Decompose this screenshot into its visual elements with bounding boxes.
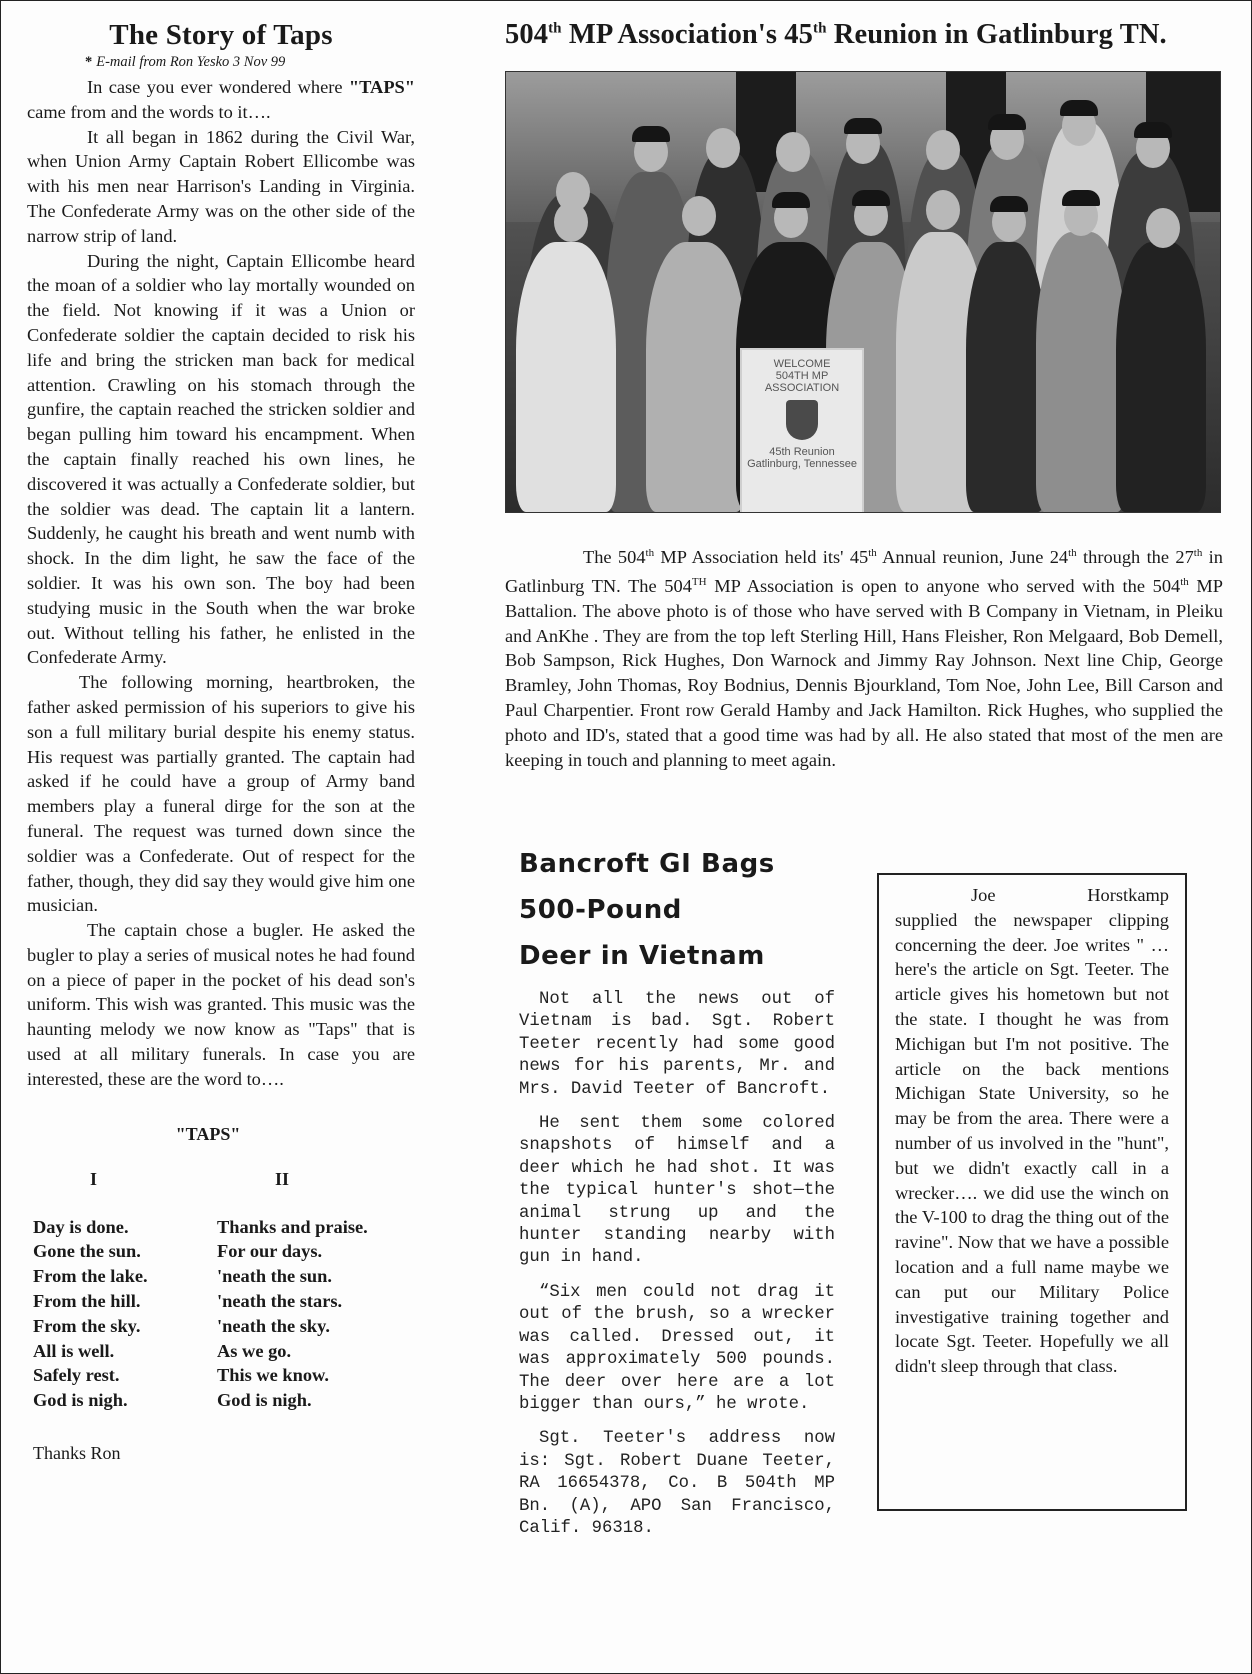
story-paragraph-2: It all began in 1862 during the Civil War, when Union Army Captain Robert Ellicombe was with his men near Harrison's Landing in Virginia. The Confederate Army was on the other side of the narrow strip of land. (27, 126, 415, 246)
clipping-headline-3: Deer in Vietnam (519, 941, 765, 971)
verse-line: As we go. (217, 1340, 292, 1361)
verse-2-label: II (275, 1168, 290, 1189)
verse-line: God is nigh. (33, 1390, 128, 1411)
thanks-signoff: Thanks Ron (33, 1442, 121, 1463)
welcome-sign (740, 348, 864, 513)
clipping-paragraph: “Six men could not drag it out of the brush, so a wrecker was called. Dressed out, it was approximately 500 pounds. The deer over here are a lot bigger than ours,” he wrote. (519, 1282, 835, 1414)
story-paragraph-1 (27, 75, 415, 125)
verse-headers (27, 1169, 415, 1195)
photo-head (776, 132, 810, 172)
caption-part: The 504 (583, 547, 646, 568)
caption-part: in Gatlinburg TN. The 504 (505, 547, 1223, 597)
p1-post: came from and the words to it…. (27, 101, 271, 122)
clipping-headline-2: 500-Pound (519, 895, 683, 925)
clipping-paragraph: He sent them some colored snapshots of himself and a deer which he had shot. It was the typical hunter's shot—the animal strung up and the hunter standing nearby with gun in hand. (519, 1114, 835, 1268)
caption-sup: th (868, 547, 877, 559)
verse-line: From the sky. (33, 1315, 141, 1336)
reunion-caption (505, 541, 1223, 772)
caption-sup: TH (691, 575, 707, 588)
byline-star: * (85, 54, 93, 70)
p1-pre: In case you ever wondered where (87, 77, 343, 97)
reunion-title (505, 19, 1223, 51)
verse-line: This we know. (217, 1365, 329, 1386)
story-title: The Story of Taps (109, 19, 333, 51)
byline (85, 54, 415, 71)
photo-head (554, 202, 588, 242)
sign-line: 45th Reunion (769, 446, 835, 458)
photo-person (646, 242, 746, 512)
note-text: supplied the newspaper clipping concerning the deer. Joe writes " …here's the article on Sgt. Teeter. The article gives his hometown but not the state. I thought he was from Michigan but I'm not positive. The article on the back mentions Michigan State University, so he may be from the area. There were a number of us involved in the "hunt", but we didn't exactly call in a wrecker…. we did use the winch on the V-100 to drag the thing out of the ravine". Now that we have a possible location and a full name maybe we can put our Military Police investigative training together and locate Sgt. Teeter. Hopefully we all didn't sleep through that class. (895, 909, 1169, 1377)
photo-head (682, 196, 716, 236)
photo-person (966, 242, 1046, 512)
verse-line: 'neath the stars. (217, 1291, 343, 1312)
verse-1-label: I (90, 1168, 98, 1189)
horstkamp-note-box (877, 873, 1187, 1511)
caption-sup: th (645, 547, 655, 559)
note-first-line (895, 883, 1169, 908)
photo-cap (1060, 100, 1098, 116)
sign-line: WELCOME (773, 358, 831, 370)
photo-person (1036, 232, 1126, 512)
photo-cap (988, 114, 1026, 130)
photo-head (926, 130, 960, 170)
verse-line: Gone the sun. (33, 1241, 141, 1262)
verse-line: From the lake. (33, 1266, 148, 1287)
story-paragraph-5: The captain chose a bugler. He asked the bugler to play a series of musical notes he had found on a piece of paper in the pocket of his dead son's uniform. This wish was granted. This music was the haunting melody we now know as "Taps" that is used at all military funerals. In case you are interested, these are the word to…. (27, 920, 415, 1089)
title-part: MP Association's 45 (561, 19, 813, 50)
clipping-headline-1: Bancroft GI Bags (519, 849, 775, 879)
title-sup: th (548, 20, 562, 37)
verse-1 (33, 1215, 203, 1413)
verse-line: Safely rest. (33, 1365, 120, 1386)
verse-line: God is nigh. (217, 1390, 312, 1411)
note-word: Horstkamp (1087, 885, 1169, 905)
photo-cap (772, 192, 810, 208)
story-paragraph-4: The following morning, heartbroken, the father asked permission of his superiors to give his son a full military burial despite his enemy status. His request was partially granted. The captain had asked if he could have a group of Army band members play a funeral dirge for the son at the funeral. The request was turned down since the soldier was a Confederate. Out of respect for the father, though, they did say they would give him one musician. (27, 672, 415, 916)
sign-line: 504TH MP ASSOCIATION (764, 370, 840, 394)
verse-line: 'neath the sky. (217, 1315, 330, 1336)
sign-line: Gatlinburg, Tennessee (747, 458, 857, 470)
photo-cap (852, 190, 890, 206)
unit-shield-icon (786, 400, 818, 440)
reunion-column (505, 19, 1223, 772)
photo-head (1146, 208, 1180, 248)
photo-person (516, 242, 616, 512)
p1-taps: "TAPS" (348, 77, 415, 97)
caption-part: MP Battalion. The above photo is of those who have served with B Company in Vietnam, in Pleiku and AnKhe . They are from the top left Sterling Hill, Hans Fleisher, Ron Melgaard, Bob Demell, Bob Sampson, Rick Hughes, Don Warnock and Jimmy Ray Johnson. Next line Chip, George Bramley, John Thomas, Roy Bodnius, Dennis Bjourkland, Tom Noe, John Lee, Bill Carson and Paul Charpentier. Front row Gerald Hamby and Jack Hamilton. Rick Hughes, who supplied the photo and ID's, stated that a good time was had by all. He also stated that most of the men are keeping in touch and planning to meet again. (505, 576, 1224, 770)
caption-part: through the 27 (1076, 547, 1194, 568)
title-sup: th (813, 20, 827, 37)
story-of-taps-column (27, 19, 415, 1464)
photo-cap (844, 118, 882, 134)
photo-head (706, 128, 740, 168)
photo-head (926, 190, 960, 230)
verse-2 (217, 1215, 417, 1413)
caption-sup: th (1180, 575, 1189, 588)
newspaper-clipping (519, 841, 835, 1552)
title-part: Reunion in Gatlinburg TN. (826, 19, 1167, 50)
caption-part: Annual reunion, June 24 (876, 547, 1069, 568)
verse-line: Thanks and praise. (217, 1216, 368, 1237)
photo-person (1116, 242, 1206, 512)
taps-poem-title: "TAPS" (175, 1123, 241, 1144)
taps-verses (27, 1215, 415, 1415)
verse-line: All is well. (33, 1340, 115, 1361)
photo-cap (1134, 122, 1172, 138)
reunion-group-photo (505, 71, 1221, 513)
photo-cap (632, 126, 670, 142)
clipping-body (519, 989, 835, 1540)
caption-sup: th (1068, 547, 1077, 559)
photo-cap (990, 196, 1028, 212)
verse-line: Day is done. (33, 1216, 129, 1237)
story-paragraph-3: During the night, Captain Ellicombe heard the moan of a soldier who lay mortally wounded on the field. Not knowing if it was a Union or Confederate soldier the captain decided to risk his life and bring the stricken man back for medical attention. Crawling on his stomach through the gunfire, the captain reached the stricken soldier and began pulling him toward his encampment. When the captain finally reached his own lines, he discovered it was actually a Confederate soldier, but the soldier was dead. The captain lit a lantern. Suddenly, he caught his breath and went numb with shock. In the dim light, he saw the face of the soldier. It was his own son. The boy had been studying music in the South when the war broke out. Without telling his father, he enlisted in the Confederate Army. (27, 250, 415, 668)
title-part: 504 (505, 19, 549, 50)
verse-line: From the hill. (33, 1291, 141, 1312)
caption-part: MP Association held its' 45 (654, 547, 869, 568)
verse-line: For our days. (217, 1241, 323, 1262)
verse-line: 'neath the sun. (217, 1266, 332, 1287)
clipping-address: Sgt. Teeter's address now is: Sgt. Robert Duane Teeter, RA 16654378, Co. B 504th MP Bn. (A), APO San Francisco, Calif. 96318. (519, 1429, 835, 1538)
caption-part: MP Association is open to anyone who served with the 504 (706, 576, 1181, 597)
byline-text: E-mail from Ron Yesko 3 Nov 99 (96, 54, 286, 70)
caption-sup: th (1193, 547, 1203, 559)
note-word: Joe (971, 885, 996, 905)
photo-cap (1062, 190, 1100, 206)
clipping-paragraph: Not all the news out of Vietnam is bad. Sgt. Robert Teeter recently had some good news for his parents, Mr. and Mrs. David Teeter of Bancroft. (519, 990, 835, 1099)
